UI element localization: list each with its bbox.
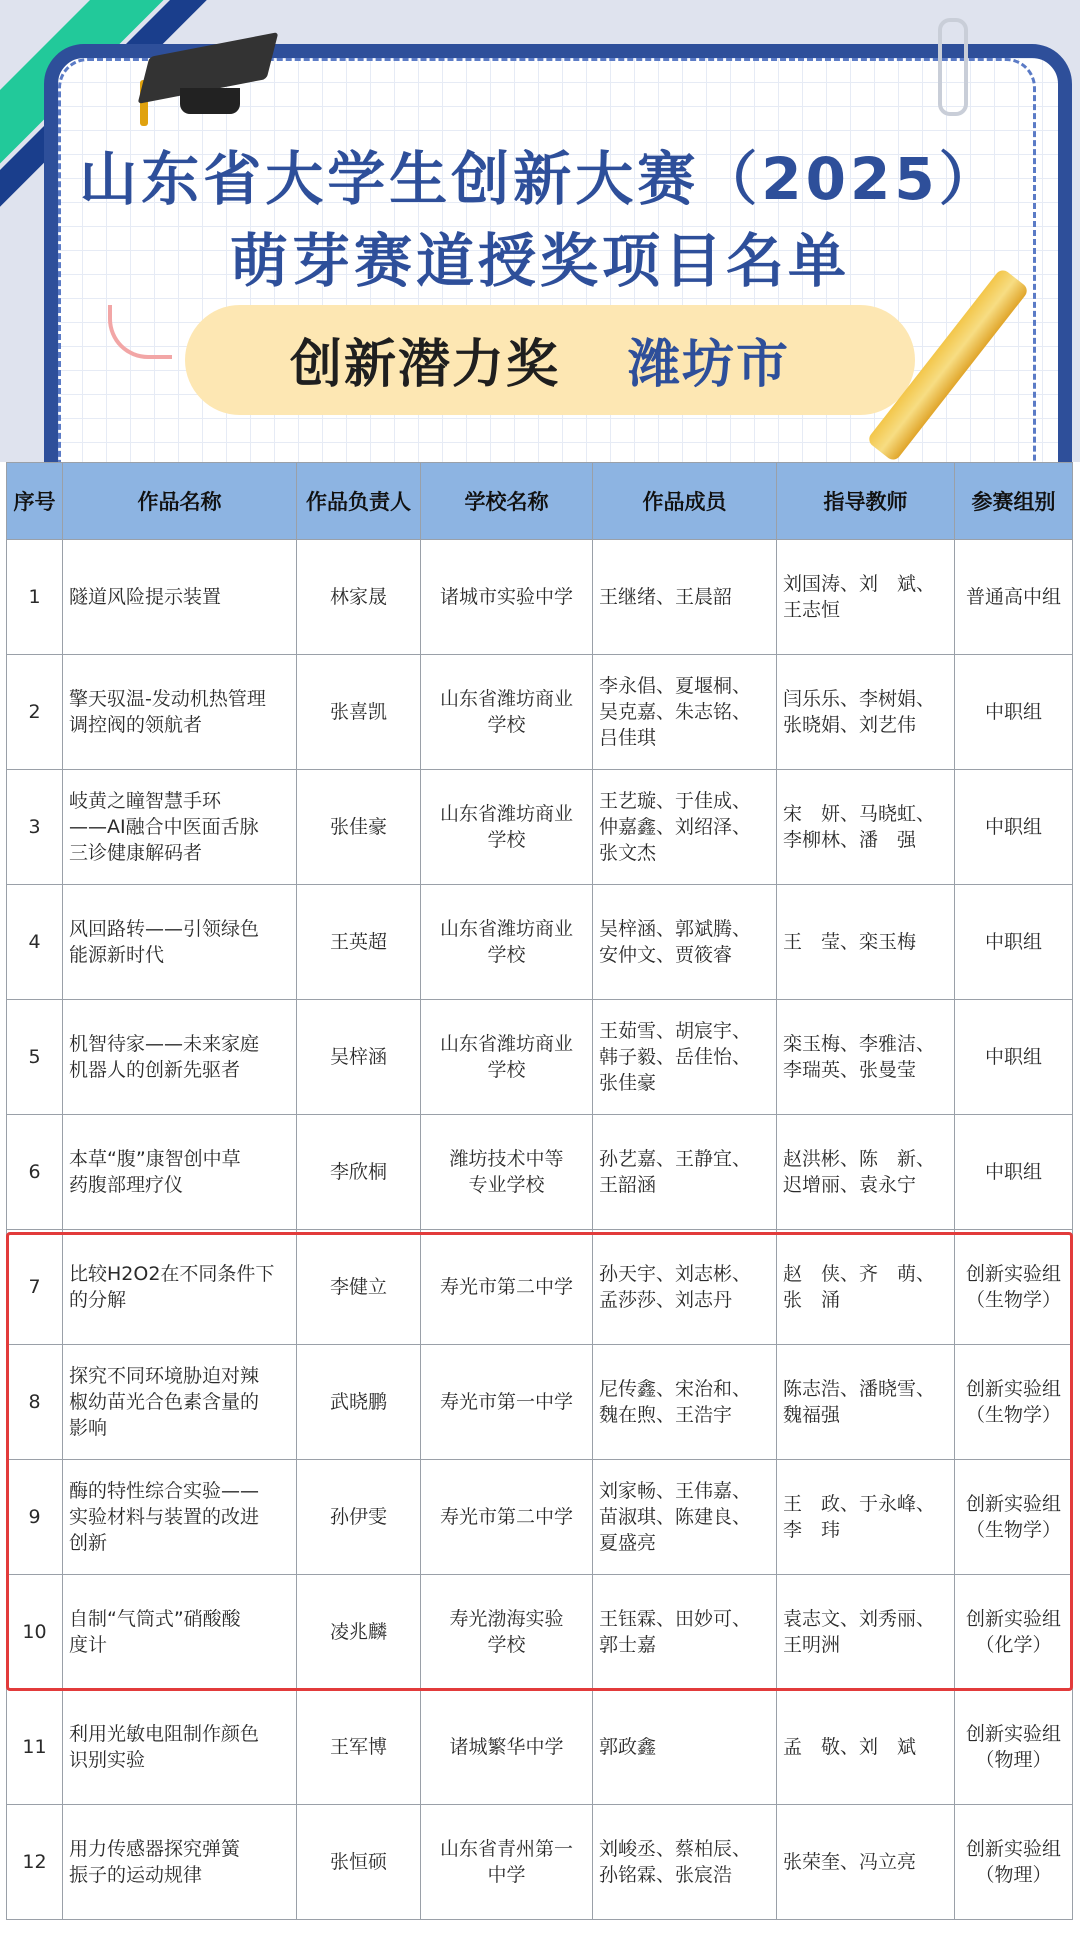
project-leader: 张佳豪 — [329, 816, 387, 838]
project-leader-cell — [297, 1345, 421, 1460]
competition-group: 中职组 — [984, 701, 1042, 723]
project-name-cell — [63, 1690, 297, 1805]
advisor-teachers: 赵 侠、齐 萌、 张 涌 — [783, 1263, 936, 1311]
school-name-cell — [421, 1690, 593, 1805]
competition-group: 创新实验组 （生物学） — [965, 1493, 1061, 1541]
competition-group-cell — [955, 1690, 1073, 1805]
column-header: 指导教师 — [777, 463, 955, 540]
competition-group: 创新实验组 （物理） — [965, 1723, 1061, 1771]
school-name-cell — [421, 1805, 593, 1920]
project-leader-cell — [297, 1575, 421, 1690]
competition-group: 创新实验组 （物理） — [965, 1838, 1061, 1886]
project-members-cell — [593, 1460, 777, 1575]
project-name-cell — [63, 1000, 297, 1115]
table-row — [7, 1575, 1073, 1690]
school-name-cell — [421, 1460, 593, 1575]
project-name-cell — [63, 1230, 297, 1345]
competition-group-cell — [955, 770, 1073, 885]
competition-group: 中职组 — [984, 931, 1042, 953]
project-leader-cell — [297, 655, 421, 770]
project-members-cell — [593, 770, 777, 885]
project-members-cell — [593, 1690, 777, 1805]
row-number: 4 — [28, 931, 41, 953]
advisor-teachers: 袁志文、刘秀丽、 王明洲 — [783, 1608, 936, 1656]
project-members: 李永倡、夏堰桐、 吴克嘉、朱志铭、 吕佳琪 — [599, 675, 752, 749]
project-leader: 张喜凯 — [329, 701, 387, 723]
competition-group: 中职组 — [984, 816, 1042, 838]
header-row — [7, 463, 1073, 540]
advisor-teachers: 宋 妍、马晓虹、 李柳林、潘 强 — [783, 803, 936, 851]
project-members: 王茹雪、胡宸宇、 韩子毅、岳佳怡、 张佳豪 — [599, 1020, 752, 1094]
competition-group: 普通高中组 — [965, 586, 1061, 608]
project-leader-cell — [297, 1230, 421, 1345]
school-name: 山东省潍坊商业 学校 — [439, 918, 573, 966]
advisor-teachers: 刘国涛、刘 斌、 王志恒 — [783, 573, 936, 621]
school-name-cell — [421, 1575, 593, 1690]
row-number-cell — [7, 1230, 63, 1345]
competition-group-cell — [955, 1230, 1073, 1345]
project-members: 孙天宇、刘志彬、 孟莎莎、刘志丹 — [599, 1263, 752, 1311]
table-header — [7, 463, 1073, 540]
row-number: 3 — [28, 816, 41, 838]
school-name-cell — [421, 1115, 593, 1230]
competition-group-cell — [955, 1805, 1073, 1920]
row-number-cell — [7, 1115, 63, 1230]
advisor-teachers: 张荣奎、冯立亮 — [783, 1851, 917, 1873]
award-name: 创新潜力奖 — [290, 335, 561, 395]
row-number: 10 — [22, 1621, 47, 1643]
project-members-cell — [593, 1230, 777, 1345]
project-name: 风回路转——引领绿色 能源新时代 — [69, 918, 260, 966]
project-name-cell — [63, 540, 297, 655]
table-row — [7, 1115, 1073, 1230]
project-name: 用力传感器探究弹簧 振子的运动规律 — [69, 1838, 241, 1886]
project-members-cell — [593, 1345, 777, 1460]
school-name: 山东省潍坊商业 学校 — [439, 803, 573, 851]
advisor-teachers-cell — [777, 1690, 955, 1805]
advisor-teachers-cell — [777, 770, 955, 885]
project-members-cell — [593, 540, 777, 655]
row-number: 12 — [22, 1851, 47, 1873]
row-number: 7 — [28, 1276, 41, 1298]
row-number-cell — [7, 1690, 63, 1805]
project-name: 本草“腹”康智创中草 药腹部理疗仪 — [69, 1148, 241, 1196]
project-members: 吴梓涵、郭斌腾、 安仲文、贾筱睿 — [599, 918, 752, 966]
project-members-cell — [593, 655, 777, 770]
project-name-cell — [63, 1805, 297, 1920]
city-name: 潍坊市 — [628, 335, 791, 395]
school-name: 寿光市第一中学 — [439, 1391, 573, 1413]
competition-group-cell — [955, 1460, 1073, 1575]
advisor-teachers-cell — [777, 655, 955, 770]
competition-group-cell — [955, 1345, 1073, 1460]
project-members: 王钰霖、田妙可、 郭士嘉 — [599, 1608, 752, 1656]
school-name: 山东省潍坊商业 学校 — [439, 1033, 573, 1081]
project-leader: 孙伊雯 — [329, 1506, 387, 1528]
advisor-teachers-cell — [777, 1000, 955, 1115]
row-number: 8 — [28, 1391, 41, 1413]
project-leader: 王英超 — [329, 931, 387, 953]
school-name: 诸城市实验中学 — [439, 586, 573, 608]
row-number-cell — [7, 1345, 63, 1460]
project-name: 探究不同环境胁迫对辣 椒幼苗光合色素含量的 影响 — [69, 1365, 260, 1439]
row-number-cell — [7, 540, 63, 655]
school-name: 寿光市第二中学 — [439, 1506, 573, 1528]
school-name-cell — [421, 885, 593, 1000]
project-leader-cell — [297, 1000, 421, 1115]
award-table-container — [6, 462, 1072, 1920]
project-name: 机智待家——未来家庭 机器人的创新先驱者 — [69, 1033, 260, 1081]
competition-group: 中职组 — [984, 1046, 1042, 1068]
column-header: 参赛组别 — [955, 463, 1073, 540]
project-members: 尼传鑫、宋治和、 魏在煦、王浩宇 — [599, 1378, 752, 1426]
award-table — [6, 462, 1073, 1920]
advisor-teachers: 孟 敬、刘 斌 — [783, 1736, 917, 1758]
advisor-teachers-cell — [777, 1805, 955, 1920]
project-name: 自制“气筒式”硝酸酸 度计 — [69, 1608, 241, 1656]
advisor-teachers-cell — [777, 1460, 955, 1575]
table-row — [7, 1460, 1073, 1575]
competition-group: 中职组 — [984, 1161, 1042, 1183]
project-members: 王艺璇、于佳成、 仲嘉鑫、刘绍泽、 张文杰 — [599, 790, 752, 864]
project-leader: 凌兆麟 — [329, 1621, 387, 1643]
competition-group: 创新实验组 （生物学） — [965, 1263, 1061, 1311]
banner-title-line1: 山东省大学生创新大赛（2025） — [79, 145, 1001, 213]
row-number-cell — [7, 1000, 63, 1115]
school-name-cell — [421, 1230, 593, 1345]
column-header: 作品成员 — [593, 463, 777, 540]
project-members: 刘峻丞、蔡柏辰、 孙铭霖、张宸浩 — [599, 1838, 752, 1886]
school-name: 寿光市第二中学 — [439, 1276, 573, 1298]
project-leader-cell — [297, 1460, 421, 1575]
table-body — [7, 540, 1073, 1920]
project-leader: 林家晟 — [329, 586, 387, 608]
project-members-cell — [593, 1805, 777, 1920]
advisor-teachers: 王 政、于永峰、 李 玮 — [783, 1493, 936, 1541]
project-members-cell — [593, 1115, 777, 1230]
table-row — [7, 885, 1073, 1000]
row-number-cell — [7, 1805, 63, 1920]
competition-group-cell — [955, 655, 1073, 770]
banner-title-line2: 萌芽赛道授奖项目名单 — [229, 227, 850, 295]
table-row — [7, 1805, 1073, 1920]
project-leader: 张恒硕 — [329, 1851, 387, 1873]
advisor-teachers-cell — [777, 1115, 955, 1230]
column-header: 作品负责人 — [297, 463, 421, 540]
project-leader-cell — [297, 1115, 421, 1230]
row-number-cell — [7, 1460, 63, 1575]
project-leader: 李欣桐 — [329, 1161, 387, 1183]
competition-group-cell — [955, 1575, 1073, 1690]
row-number: 1 — [28, 586, 41, 608]
project-leader-cell — [297, 1805, 421, 1920]
school-name-cell — [421, 770, 593, 885]
school-name: 潍坊技术中等 专业学校 — [449, 1148, 564, 1196]
project-name: 擎天驭温-发动机热管理 调控阀的领航者 — [69, 688, 266, 736]
row-number: 6 — [28, 1161, 41, 1183]
project-name-cell — [63, 1345, 297, 1460]
table-row — [7, 655, 1073, 770]
project-members: 刘家畅、王伟嘉、 苗淑琪、陈建良、 夏盛亮 — [599, 1480, 752, 1554]
project-members: 孙艺嘉、王静宜、 王韶涵 — [599, 1148, 752, 1196]
row-number: 9 — [28, 1506, 41, 1528]
table-row — [7, 540, 1073, 655]
row-number-cell — [7, 1575, 63, 1690]
advisor-teachers: 栾玉梅、李雅洁、 李瑞英、张曼莹 — [783, 1033, 936, 1081]
project-name-cell — [63, 1115, 297, 1230]
competition-group-cell — [955, 1000, 1073, 1115]
school-name: 山东省潍坊商业 学校 — [439, 688, 573, 736]
competition-group-cell — [955, 885, 1073, 1000]
project-name: 岐黄之瞳智慧手环 ——AI融合中医面舌脉 三诊健康解码者 — [69, 790, 259, 864]
project-members: 郭政鑫 — [599, 1736, 657, 1758]
graduation-cap-base-icon — [180, 88, 240, 114]
school-name-cell — [421, 540, 593, 655]
project-name-cell — [63, 885, 297, 1000]
school-name-cell — [421, 655, 593, 770]
project-members-cell — [593, 1000, 777, 1115]
advisor-teachers: 陈志浩、潘晓雪、 魏福强 — [783, 1378, 936, 1426]
project-name: 隧道风险提示装置 — [69, 586, 222, 608]
project-leader: 吴梓涵 — [329, 1046, 387, 1068]
table-row — [7, 770, 1073, 885]
project-leader-cell — [297, 1690, 421, 1805]
project-name-cell — [63, 770, 297, 885]
school-name-cell — [421, 1345, 593, 1460]
advisor-teachers-cell — [777, 1230, 955, 1345]
advisor-teachers: 闫乐乐、李树娟、 张晓娟、刘艺伟 — [783, 688, 936, 736]
project-members: 王继绪、王晨韶 — [599, 586, 733, 608]
school-name: 山东省青州第一 中学 — [439, 1838, 573, 1886]
project-members-cell — [593, 1575, 777, 1690]
project-name-cell — [63, 655, 297, 770]
table-row — [7, 1690, 1073, 1805]
competition-group: 创新实验组 （化学） — [965, 1608, 1061, 1656]
table-row — [7, 1230, 1073, 1345]
project-name-cell — [63, 1575, 297, 1690]
row-number-cell — [7, 655, 63, 770]
project-leader-cell — [297, 540, 421, 655]
project-name: 利用光敏电阻制作颜色 识别实验 — [69, 1723, 260, 1771]
advisor-teachers-cell — [777, 885, 955, 1000]
table-row — [7, 1000, 1073, 1115]
advisor-teachers: 王 莹、栾玉梅 — [783, 931, 917, 953]
competition-group-cell — [955, 1115, 1073, 1230]
header-banner — [0, 0, 1080, 462]
table-row — [7, 1345, 1073, 1460]
competition-group: 创新实验组 （生物学） — [965, 1378, 1061, 1426]
project-leader: 武晓鹏 — [329, 1391, 387, 1413]
advisor-teachers: 赵洪彬、陈 新、 迟增丽、袁永宁 — [783, 1148, 936, 1196]
paperclip-icon — [938, 18, 968, 116]
school-name-cell — [421, 1000, 593, 1115]
advisor-teachers-cell — [777, 1575, 955, 1690]
project-name-cell — [63, 1460, 297, 1575]
project-members-cell — [593, 885, 777, 1000]
row-number: 5 — [28, 1046, 41, 1068]
project-leader-cell — [297, 770, 421, 885]
advisor-teachers-cell — [777, 540, 955, 655]
project-name: 酶的特性综合实验—— 实验材料与装置的改进 创新 — [69, 1480, 260, 1554]
school-name: 诸城繁华中学 — [449, 1736, 564, 1758]
project-leader: 李健立 — [329, 1276, 387, 1298]
advisor-teachers-cell — [777, 1345, 955, 1460]
row-number: 11 — [22, 1736, 47, 1758]
row-number-cell — [7, 770, 63, 885]
project-leader-cell — [297, 885, 421, 1000]
competition-group-cell — [955, 540, 1073, 655]
column-header: 作品名称 — [63, 463, 297, 540]
row-number: 2 — [28, 701, 41, 723]
column-header: 学校名称 — [421, 463, 593, 540]
row-number-cell — [7, 885, 63, 1000]
school-name: 寿光渤海实验 学校 — [449, 1608, 564, 1656]
column-header: 序号 — [7, 463, 63, 540]
project-leader: 王军博 — [329, 1736, 387, 1758]
project-name: 比较H2O2在不同条件下 的分解 — [69, 1263, 275, 1311]
